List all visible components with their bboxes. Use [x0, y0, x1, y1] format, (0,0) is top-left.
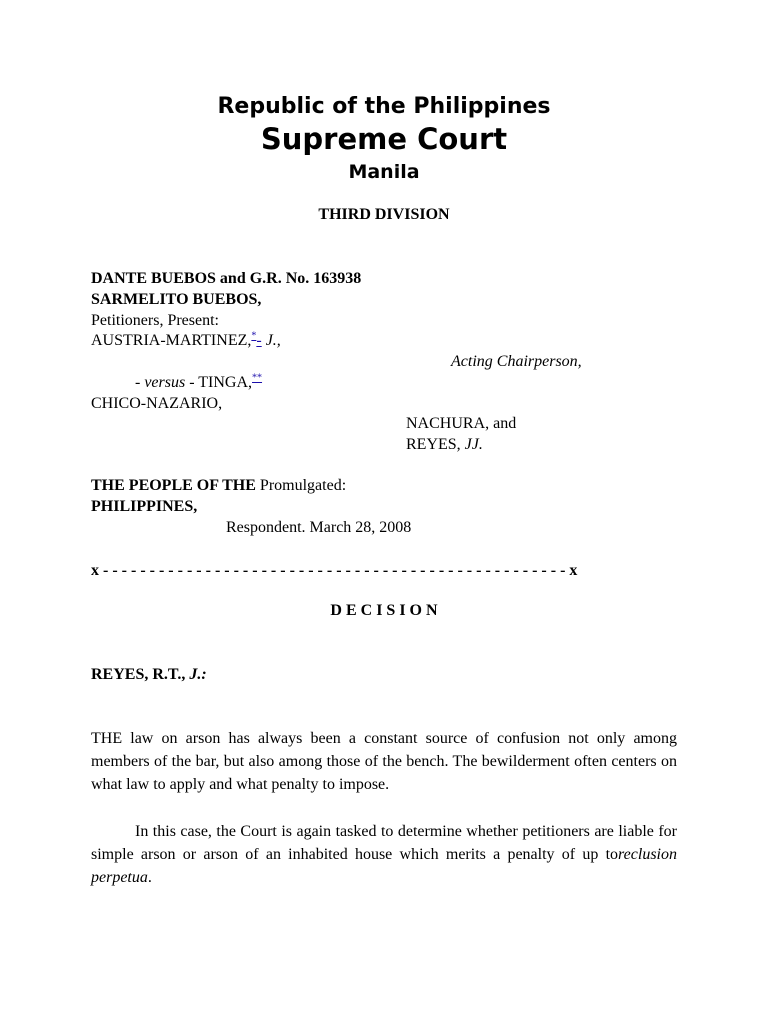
caption-line-4: [91, 331, 281, 351]
caption-line-10: [91, 476, 346, 496]
footnote-link-2[interactable]: **: [252, 372, 263, 384]
justices-title: JJ.: [464, 436, 483, 453]
justice-reyes: REYES,: [406, 436, 461, 453]
ponente-title: J.:: [189, 666, 207, 683]
promulgated-label: Promulgated:: [259, 477, 347, 494]
petitioners-role: Petitioners,: [91, 312, 164, 329]
promulgation-date: March 28, 2008: [309, 519, 412, 536]
gr-number: G.R. No. 163938: [249, 270, 362, 287]
justice-tinga: TINGA,: [198, 374, 253, 391]
caption-line-12: [226, 518, 411, 538]
justice-title-j: J.,: [265, 332, 281, 349]
ponente-line: [91, 665, 207, 685]
caption-line-1: [91, 269, 361, 289]
footnote-link-1[interactable]: *: [251, 330, 257, 342]
decision-heading: D E C I S I O N: [330, 602, 438, 619]
justice-austria-martinez: AUSTRIA-MARTINEZ,: [91, 332, 252, 349]
ponente-name: REYES, R.T.,: [91, 666, 186, 683]
caption-line-3: [91, 311, 219, 331]
court-heading: Supreme Court: [260, 122, 508, 156]
caption-line-6: [135, 373, 262, 393]
petitioner-name-1: DANTE BUEBOS and: [91, 270, 246, 287]
respondent-role: Respondent.: [226, 519, 306, 536]
republic-heading: Republic of the Philippines: [217, 94, 551, 119]
footnote-dash[interactable]: -: [256, 332, 262, 349]
present-label: Present:: [167, 312, 219, 329]
caption-separator: x - - - - - - - - - - - - - - - - - - - - - - - - - - - - - - - - - - - - - - - - - - - - - - - - - - x: [91, 562, 578, 579]
respondent-name-2: PHILIPPINES,: [91, 498, 198, 515]
versus-label: - versus -: [135, 374, 195, 391]
acting-chairperson: Acting Chairperson,: [451, 353, 582, 370]
petitioner-name-2: SARMELITO BUEBOS,: [91, 291, 262, 308]
paragraph-2-end: .: [147, 869, 152, 886]
body-paragraph-1: THE law on arson has always been a constant source of confusion not only among members of the bar, but also among those of the bench. The bewilderment often centers on what law to apply and what penalty to impose.: [91, 730, 677, 793]
paragraph-2-text: In this case, the Court is again tasked to determine whether petitioners are liable for simple arson or arson of an inhabited house which merits a penalty of up to: [91, 823, 677, 863]
caption-line-9: [406, 435, 483, 455]
justice-nachura: NACHURA, and: [406, 415, 517, 432]
body-paragraph-2: [91, 820, 677, 889]
paragraph-2-italic: reclusion perpetua: [91, 846, 677, 886]
justice-chico-nazario: CHICO-NAZARIO,: [91, 395, 223, 412]
city-heading: Manila: [348, 161, 420, 183]
division-heading: THIRD DIVISION: [318, 206, 450, 223]
respondent-name-1: THE PEOPLE OF THE: [91, 477, 256, 494]
